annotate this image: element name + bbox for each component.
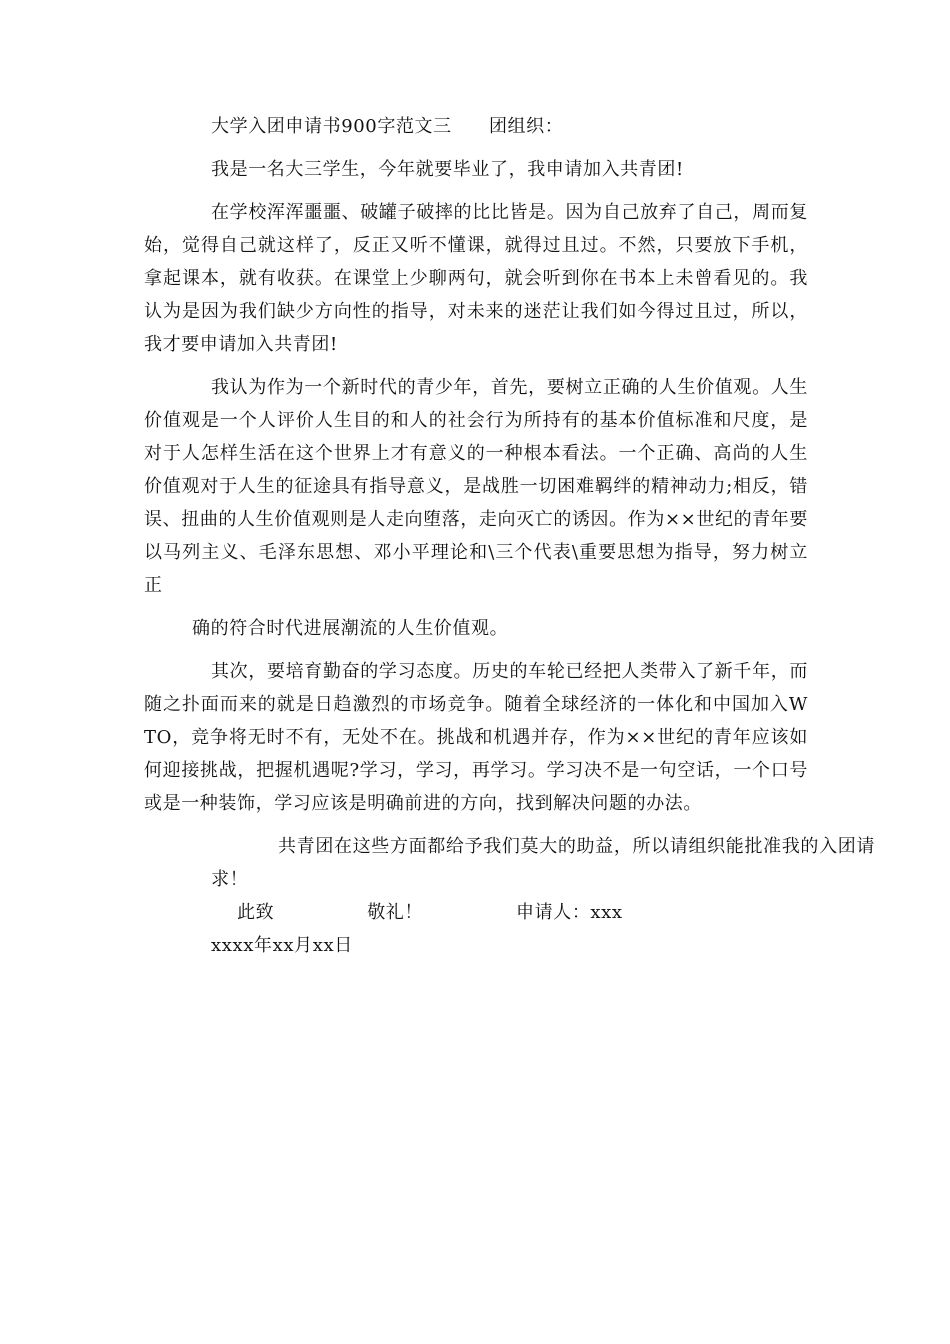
applicant-line: 申请人：xxx [516,902,623,923]
paragraph-values: 我认为作为一个新时代的青少年，首先，要树立正确的人生价值观。人生价值观是一个人评价人生目的和人的社会行为所持有的基本价值标准和尺度，是对于人怎样生活在这个世界上才有意义的一种根本看法。一个正确、高尚的人生价值观对于人生的征途具有指导意义，是战胜一切困难羁绊的精神动力;相反，错误、扭曲的人生价值观则是人走向堕落，走向灭亡的诱因。作为××世纪的青年要以马列主义、毛泽东思想、邓小平理论和\三个代表\重要思想为指导，努力树立正 [144,377,808,596]
salutation-1: 此致 [237,902,275,923]
document-body [144,110,875,962]
paragraph-closing [144,830,875,962]
salutation-2: 敬礼！ [367,902,424,923]
date-line: xxxx年xx月xx日 [211,935,353,956]
paragraph-values-continued: 确的符合时代进展潮流的人生价值观。 [192,618,509,639]
paragraph-intro: 我是一名大三学生，今年就要毕业了，我申请加入共青团! [211,159,684,180]
paragraph-reason: 在学校浑浑噩噩、破罐子破摔的比比皆是。因为自己放弃了自己，周而复始，觉得自己就这样了，反正又听不懂课，就得过且过。不然，只要放下手机，拿起课本，就有收获。在课堂上少聊两句，就会听到你在书本上未曾看见的。我认为是因为我们缺少方向性的指导，对未来的迷茫让我们如今得过且过，所以，我才要申请加入共青团! [144,202,808,355]
paragraph-study: 其次，要培育勤奋的学习态度。历史的车轮已经把人类带入了新千年，而随之扑面而来的就是日趋激烈的市场竞争。随着全球经济的一体化和中国加入WTO，竞争将无时不有，无处不在。挑战和机遇并存，作为××世纪的青年应该如何迎接挑战，把握机遇呢?学习，学习，再学习。学习决不是一句空话，一个口号或是一种装饰，学习应该是明确前进的方向，找到解决问题的办法。 [144,661,808,814]
closing-request: 共青团在这些方面都给予我们莫大的助益，所以请组织能批准我的入团请求！ [211,836,875,890]
title-line: 大学入团申请书900字范文三 团组织： [211,116,564,137]
